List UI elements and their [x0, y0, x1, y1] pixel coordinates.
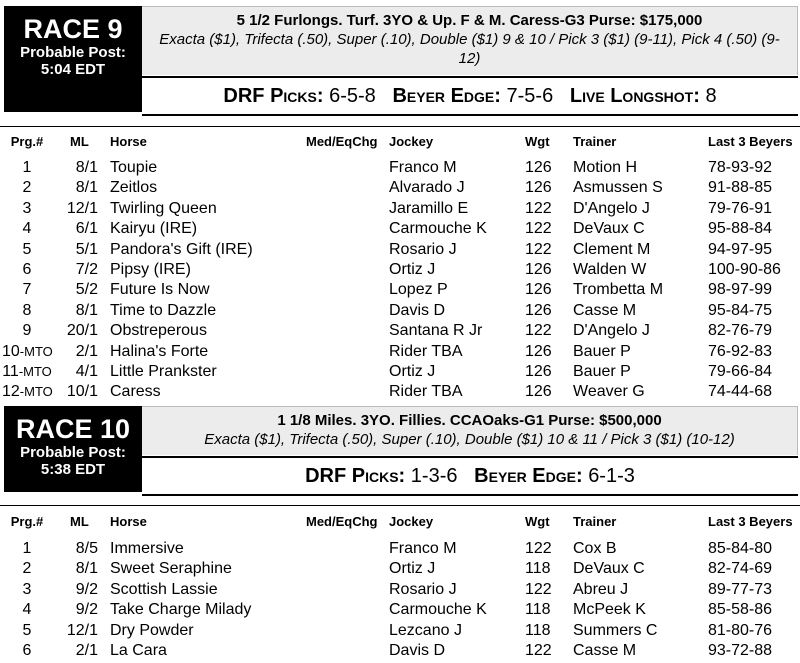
post-label: Probable Post:: [20, 444, 126, 461]
prg-value: 6: [22, 261, 32, 278]
jockey: Ortiz J: [389, 363, 436, 380]
jockey: Rider TBA: [389, 342, 463, 360]
table-row: [0, 382, 800, 402]
race-9-box: [4, 6, 142, 112]
morning-line: 2/1: [75, 642, 98, 659]
morning-line: 8/1: [75, 159, 98, 176]
live-longshot-label: Live Longshot:: [569, 85, 700, 107]
table-row: [0, 641, 800, 661]
last-3-beyers: 95-84-75: [708, 301, 773, 319]
weight: 122: [525, 220, 552, 238]
race-conditions: 5 1/2 Furlongs. Turf. 3YO & Up. F & M. Caress-G3 Purse: $175,000: [236, 12, 703, 29]
col-beyers: Last 3 Beyers: [708, 514, 793, 529]
table-row: [0, 178, 800, 198]
table-row: [0, 600, 800, 620]
prg-value: 1: [22, 159, 32, 176]
last-3-beyers: 100-90-86: [708, 261, 781, 278]
table-row: [0, 321, 800, 341]
last-3-beyers: 85-58-86: [708, 601, 773, 619]
jockey: Ortiz J: [389, 560, 436, 578]
jockey: Jaramillo E: [389, 199, 469, 217]
prg-number: [2, 240, 52, 260]
race-conditions: 1 1/8 Miles. 3YO. Fillies. CCAOaks-G1 Purse: $500,000: [277, 412, 662, 429]
live-longshot-value: 8: [705, 85, 717, 107]
col-trainer: Trainer: [573, 134, 617, 149]
morning-line: 6/1: [75, 220, 98, 238]
table-row: [0, 580, 800, 600]
prg-number: [2, 158, 52, 178]
last-3-beyers: 98-97-99: [708, 281, 773, 299]
weight: 118: [525, 560, 551, 578]
weight: 126: [525, 281, 552, 299]
jockey: Carmouche K: [389, 220, 487, 238]
beyer-edge-label: Beyer Edge:: [392, 85, 501, 107]
col-jockey: Jockey: [389, 134, 434, 149]
beyer-edge-value: 6-1-3: [588, 465, 635, 487]
weight: 122: [525, 199, 552, 217]
last-3-beyers: 89-77-73: [708, 580, 773, 598]
jockey: Ortiz J: [389, 261, 436, 278]
weight: 126: [525, 159, 552, 176]
horse-name: Scottish Lassie: [110, 580, 218, 598]
race-9-info: [142, 6, 798, 75]
prg-number: [2, 219, 52, 239]
last-3-beyers: 74-44-68: [708, 383, 773, 401]
jockey: Franco M: [389, 540, 457, 557]
prg-value: 3: [22, 580, 32, 598]
weight: 122: [525, 240, 552, 258]
trainer: Casse M: [573, 301, 637, 319]
last-3-beyers: 79-76-91: [708, 199, 773, 217]
weight: 126: [525, 383, 552, 401]
prg-value: 3: [22, 199, 32, 217]
jockey: Franco M: [389, 159, 457, 176]
weight: 118: [525, 601, 551, 619]
last-3-beyers: 78-93-92: [708, 159, 773, 176]
trainer: Walden W: [573, 261, 647, 278]
col-horse: Horse: [110, 134, 147, 149]
table-row: [0, 240, 800, 260]
jockey: Rosario J: [389, 240, 457, 258]
race-10-column-header: [0, 505, 800, 540]
prg-value: 11: [2, 363, 19, 380]
trainer: DeVaux C: [573, 220, 645, 238]
trainer: Clement M: [573, 240, 651, 258]
weight: 122: [525, 540, 552, 557]
post-time: 5:04 EDT: [40, 61, 106, 78]
horse-name: Immersive: [110, 540, 184, 557]
race-10-box: [4, 406, 142, 492]
trainer: McPeek K: [573, 601, 646, 619]
trainer: D'Angelo J: [573, 322, 650, 340]
horse-name: Take Charge Milady: [110, 601, 252, 619]
col-ml: ML: [70, 134, 89, 149]
col-prg: Prg.#: [10, 134, 44, 149]
last-3-beyers: 82-74-69: [708, 560, 773, 578]
prg-value: 4: [22, 601, 32, 619]
trainer: Weaver G: [573, 383, 645, 401]
table-row: [0, 280, 800, 300]
morning-line: 7/2: [75, 261, 98, 278]
jockey: Santana R Jr: [389, 322, 483, 340]
table-row: [0, 539, 800, 559]
table-row: [0, 260, 800, 280]
weight: 126: [525, 179, 552, 197]
post-time: 5:38 EDT: [40, 461, 106, 478]
prg-number: [2, 342, 52, 362]
race-title: RACE 10: [15, 414, 131, 444]
drf-picks-value: 1-3-6: [410, 465, 458, 487]
col-trainer: Trainer: [573, 514, 617, 529]
morning-line: 12/1: [66, 199, 98, 217]
morning-line: 5/2: [75, 281, 98, 299]
weight: 126: [525, 301, 552, 319]
horse-name: Zeitlos: [110, 179, 158, 197]
prg-number: [2, 621, 52, 641]
last-3-beyers: 91-88-85: [708, 179, 773, 197]
weight: 126: [525, 342, 552, 360]
horse-name: Dry Powder: [110, 621, 194, 639]
trainer: Casse M: [573, 642, 637, 659]
horse-name: Kairyu (IRE): [110, 220, 198, 238]
col-ml: ML: [70, 514, 89, 529]
horse-name: Caress: [110, 383, 161, 401]
mto-tag: -MTO: [18, 364, 52, 379]
mto-tag: -MTO: [19, 384, 53, 400]
table-row: [0, 301, 800, 321]
trainer: Cox B: [573, 540, 617, 557]
prg-number: [2, 301, 52, 321]
top-strip: [0, 0, 800, 4]
horse-name: Little Prankster: [110, 363, 217, 380]
trainer: Bauer P: [573, 363, 631, 380]
race-bets: Exacta ($1), Trifecta (.50), Super (.10), Double ($1) 10 & 11 / Pick 3 ($1) (10-12): [204, 431, 735, 448]
prg-value: 12: [2, 383, 20, 401]
morning-line: 8/1: [75, 301, 98, 319]
col-beyers: Last 3 Beyers: [708, 134, 793, 149]
last-3-beyers: 76-92-83: [708, 342, 773, 360]
horse-name: Pipsy (IRE): [110, 261, 191, 278]
prg-value: 4: [22, 220, 32, 238]
jockey: Davis D: [389, 642, 446, 659]
jockey: Lopez P: [389, 281, 448, 299]
jockey: Rosario J: [389, 580, 457, 598]
col-wgt: Wgt: [525, 134, 550, 149]
trainer: Summers C: [573, 621, 658, 639]
prg-value: 2: [22, 560, 32, 578]
drf-picks-label: DRF Picks:: [223, 85, 324, 107]
jockey: Lezcano J: [389, 621, 462, 639]
horse-name: La Cara: [110, 642, 167, 659]
weight: 126: [525, 261, 552, 278]
trainer: Motion H: [573, 159, 638, 176]
horse-name: Future Is Now: [110, 281, 210, 299]
beyer-edge-value: 7-5-6: [506, 85, 554, 107]
morning-line: 8/1: [75, 179, 98, 197]
weight: 122: [525, 642, 552, 659]
horse-name: Pandora's Gift (IRE): [110, 240, 253, 258]
race-10-picks: [142, 456, 798, 496]
morning-line: 20/1: [66, 322, 98, 340]
drf-picks-label: DRF Picks:: [305, 465, 406, 487]
table-row: [0, 158, 800, 178]
morning-line: 9/2: [75, 601, 98, 619]
weight: 122: [525, 322, 552, 340]
prg-number: [2, 641, 52, 661]
prg-number: [2, 199, 52, 219]
prg-number: [2, 580, 52, 600]
morning-line: 2/1: [75, 342, 98, 360]
prg-number: [2, 539, 52, 559]
last-3-beyers: 82-76-79: [708, 322, 773, 340]
col-prg: Prg.#: [10, 514, 44, 529]
prg-value: 1: [22, 540, 32, 557]
last-3-beyers: 79-66-84: [708, 363, 773, 380]
trainer: Asmussen S: [573, 179, 663, 197]
col-horse: Horse: [110, 514, 147, 529]
prg-value: 6: [22, 642, 32, 659]
morning-line: 10/1: [66, 383, 98, 401]
trainer: DeVaux C: [573, 560, 645, 578]
morning-line: 4/1: [75, 363, 98, 380]
horse-name: Sweet Seraphine: [110, 560, 232, 578]
table-row: [0, 362, 800, 382]
prg-value: 10: [2, 342, 20, 360]
race-bets: Exacta ($1), Trifecta (.50), Super (.10), Double ($1) 9 & 10 / Pick 3 ($1) (9-11), Pick 4 (.50) (9-12): [159, 31, 780, 67]
trainer: Trombetta M: [573, 281, 664, 299]
prg-number: [2, 600, 52, 620]
horse-name: Time to Dazzle: [110, 301, 217, 319]
trainer: Abreu J: [573, 580, 629, 598]
jockey: Rider TBA: [389, 383, 463, 401]
horse-name: Twirling Queen: [110, 199, 217, 217]
race-9-picks: [142, 76, 798, 116]
last-3-beyers: 95-88-84: [708, 220, 773, 238]
morning-line: 8/5: [75, 540, 98, 557]
prg-value: 9: [22, 322, 32, 340]
weight: 118: [525, 621, 551, 639]
table-row: [0, 559, 800, 579]
table-row: [0, 199, 800, 219]
post-label: Probable Post:: [20, 44, 126, 61]
horse-name: Obstreperous: [110, 322, 207, 340]
prg-value: 8: [22, 301, 32, 319]
last-3-beyers: 94-97-95: [708, 240, 773, 258]
horse-name: Toupie: [110, 159, 158, 176]
jockey: Davis D: [389, 301, 446, 319]
weight: 126: [525, 363, 552, 380]
drf-picks-value: 6-5-8: [329, 85, 376, 107]
prg-number: [2, 559, 52, 579]
trainer: Bauer P: [573, 342, 631, 360]
race-10-info: [142, 406, 798, 455]
col-jockey: Jockey: [389, 514, 434, 529]
prg-value: 5: [22, 621, 32, 639]
prg-number: [2, 178, 52, 198]
race-title: RACE 9: [23, 14, 123, 44]
prg-value: 5: [22, 240, 32, 258]
jockey: Alvarado J: [389, 179, 465, 197]
beyer-edge-label: Beyer Edge:: [474, 465, 583, 487]
morning-line: 12/1: [66, 621, 98, 639]
weight: 122: [525, 580, 552, 598]
prg-number: [2, 260, 52, 280]
col-med: Med/EqChg: [306, 514, 378, 529]
morning-line: 8/1: [75, 560, 98, 578]
prg-value: 2: [22, 179, 32, 197]
table-row: [0, 342, 800, 362]
horse-name: Halina's Forte: [110, 342, 209, 360]
morning-line: 9/2: [75, 580, 98, 598]
trainer: D'Angelo J: [573, 199, 650, 217]
jockey: Carmouche K: [389, 601, 487, 619]
prg-number: [2, 362, 52, 382]
mto-tag: -MTO: [19, 343, 53, 359]
morning-line: 5/1: [75, 240, 98, 258]
prg-number: [2, 382, 52, 402]
table-row: [0, 219, 800, 239]
last-3-beyers: 85-84-80: [708, 540, 773, 557]
prg-value: 7: [22, 281, 32, 299]
race-9-column-header: [0, 126, 800, 151]
col-med: Med/EqChg: [306, 134, 378, 149]
last-3-beyers: 93-72-88: [708, 642, 773, 659]
table-row: [0, 621, 800, 641]
prg-number: [2, 321, 52, 341]
prg-number: [2, 280, 52, 300]
col-wgt: Wgt: [525, 514, 550, 529]
last-3-beyers: 81-80-76: [708, 621, 773, 639]
